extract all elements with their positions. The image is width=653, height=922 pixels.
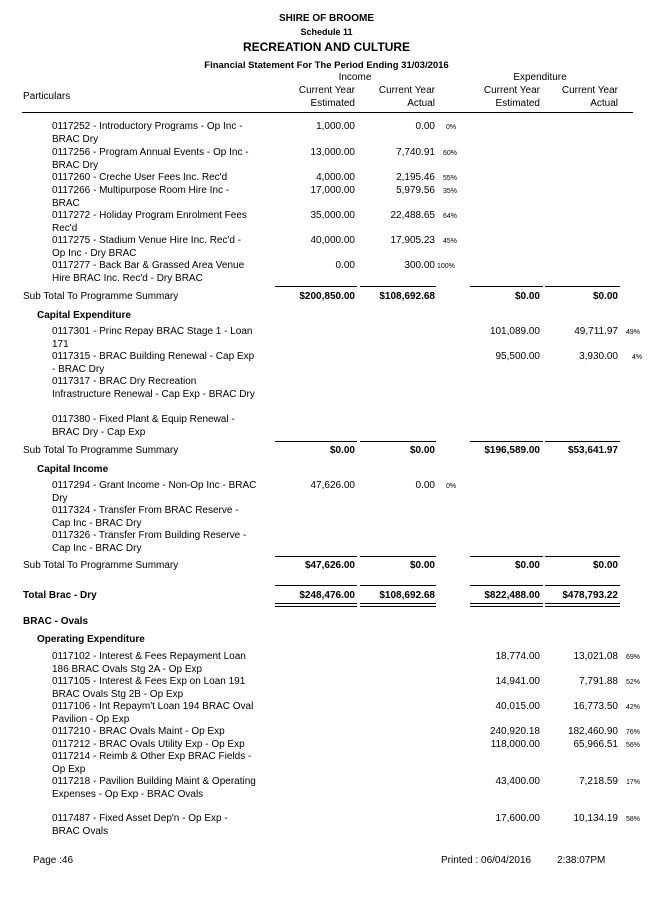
inc-est-header-1: Current Year: [298, 85, 355, 96]
subtotal-inc-est: $200,850.00: [299, 291, 355, 302]
exp-act: 3,930.00: [579, 351, 618, 362]
list-item: 0117272 - Holiday Program Enrolment Fees Rec'd: [52, 210, 247, 234]
page-subtitle: Financial Statement For The Period Ending 31/03/2016: [204, 60, 449, 71]
inc-act: 0.00: [415, 121, 435, 132]
inc-act: 2,195.46: [396, 172, 435, 183]
rule: [545, 286, 620, 287]
subtotal-inc-act: $0.00: [409, 445, 435, 456]
rule: [360, 286, 436, 287]
schedule-label: Schedule 11: [300, 27, 353, 37]
inc-pct: 60%: [443, 150, 458, 157]
list-item: 0117317 - BRAC Dry Recreation Infrastructure Renewal - Cap Exp - BRAC Dry: [52, 376, 255, 400]
rule: [545, 556, 620, 557]
list-item: 0117105 - Interest & Fees Exp on Loan 191 BRAC Ovals Stg 2B - Op Exp: [52, 676, 246, 700]
exp-act: 182,460.90: [567, 726, 618, 737]
total-inc-est: $248,476.00: [299, 590, 355, 601]
subtotal-inc-act: $108,692.68: [379, 291, 435, 302]
subtotal-exp-est: $196,589.00: [484, 445, 540, 456]
rule: [470, 585, 543, 586]
total-exp-act: $478,793.22: [562, 590, 618, 601]
inc-pct: 0%: [446, 483, 457, 490]
page-title: RECREATION AND CULTURE: [242, 40, 411, 54]
subtotal-label: Sub Total To Programme Summary: [23, 291, 179, 302]
exp-pct: 17%: [626, 779, 641, 786]
inc-pct: 55%: [443, 175, 458, 182]
list-item: 0117214 - Reimb & Other Exp BRAC Fields - Op Exp: [52, 751, 252, 775]
exp-est: 17,600.00: [495, 813, 540, 824]
inc-est: 17,000.00: [310, 185, 355, 196]
inc-pct: 64%: [443, 213, 458, 220]
list-item: 0117218 - Pavilion Building Maint & Operating Expenses - Op Exp - BRAC Ovals: [52, 776, 256, 800]
page-number: Page :46: [33, 855, 74, 866]
inc-pct: 35%: [443, 188, 458, 195]
total-exp-est: $822,488.00: [484, 590, 540, 601]
exp-pct: 52%: [626, 679, 641, 686]
exp-est: 43,400.00: [495, 776, 540, 787]
rule: [275, 441, 357, 442]
inc-est: 47,626.00: [310, 480, 355, 491]
exp-est-header-1: Current Year: [483, 85, 540, 96]
list-item: 0117266 - Multipurpose Room Hire Inc - BRAC: [52, 185, 230, 209]
total-inc-act: $108,692.68: [379, 590, 435, 601]
rule: [470, 441, 543, 442]
subtotal-exp-est: $0.00: [514, 291, 540, 302]
inc-act: 5,979.56: [396, 185, 435, 196]
rule: [470, 556, 543, 557]
list-item: 0117256 - Program Annual Events - Op Inc - BRAC Dry: [52, 147, 249, 171]
exp-pct: 56%: [626, 742, 641, 749]
rule: [360, 585, 436, 586]
list-item: 0117210 - BRAC Ovals Maint - Op Exp: [52, 726, 225, 737]
list-item: 0117275 - Stadium Venue Hire Inc. Rec'd - Op Inc - Dry BRAC: [52, 235, 242, 259]
exp-est: 18,774.00: [495, 651, 540, 662]
header-rule: [22, 112, 633, 113]
rule: [360, 556, 436, 557]
exp-est: 240,920.18: [489, 726, 540, 737]
subtotal-label: Sub Total To Programme Summary: [23, 445, 179, 456]
inc-pct: 100%: [437, 263, 455, 270]
subtotal-inc-est: $47,626.00: [304, 560, 355, 571]
inc-act-header-2: Actual: [407, 98, 435, 109]
exp-act: 7,218.59: [579, 776, 618, 787]
rule: [275, 556, 357, 557]
exp-pct: 76%: [626, 729, 641, 736]
list-item: 0117487 - Fixed Asset Dep'n - Op Exp - BRAC Ovals: [52, 813, 228, 837]
exp-pct: 4%: [632, 354, 643, 361]
inc-est: 40,000.00: [310, 235, 355, 246]
list-item: 0117324 - Transfer From BRAC Reserve - Cap Inc - BRAC Dry: [52, 505, 239, 529]
exp-act: 13,021.08: [573, 651, 618, 662]
exp-act: 16,773.50: [573, 701, 618, 712]
exp-act: 65,966.51: [573, 739, 618, 750]
subtotal-exp-est: $0.00: [514, 560, 540, 571]
list-item: 0117106 - Int Repaym't Loan 194 BRAC Oval Pavilion - Op Exp: [52, 701, 254, 725]
exp-est: 95,500.00: [495, 351, 540, 362]
printed-time: 2:38:07PM: [557, 855, 606, 866]
list-item: 0117277 - Back Bar & Grassed Area Venue Hire BRAC Inc. Rec'd - Dry BRAC: [52, 260, 245, 284]
inc-est: 4,000.00: [316, 172, 355, 183]
exp-act-header-2: Actual: [590, 98, 618, 109]
inc-est: 1,000.00: [316, 121, 355, 132]
rule: [470, 286, 543, 287]
list-item: 0117294 - Grant Income - Non-Op Inc - BRAC Dry: [52, 480, 257, 504]
particulars-header: Particulars: [23, 91, 71, 102]
list-item: 0117260 - Creche User Fees Inc. Rec'd: [52, 172, 228, 183]
inc-act: 0.00: [415, 480, 435, 491]
exp-est-header-2: Estimated: [495, 98, 540, 109]
list-item: 0117380 - Fixed Plant & Equip Renewal - BRAC Dry - Cap Exp: [52, 414, 235, 438]
printed-date: Printed : 06/04/2016: [441, 855, 532, 866]
exp-act-header-1: Current Year: [561, 85, 618, 96]
exp-pct: 58%: [626, 816, 641, 823]
subtotal-exp-act: $0.00: [592, 291, 618, 302]
total-label: Total Brac - Dry: [23, 590, 97, 601]
income-header: Income: [338, 72, 372, 83]
inc-act: 17,905.23: [390, 235, 435, 246]
double-rule: [360, 603, 436, 607]
inc-est: 13,000.00: [310, 147, 355, 158]
inc-est-header-2: Estimated: [310, 98, 355, 109]
list-item: 0117252 - Introductory Programs - Op Inc - BRAC Dry: [52, 121, 243, 145]
rule: [275, 286, 357, 287]
org-name: SHIRE OF BROOME: [278, 13, 374, 24]
exp-est: 40,015.00: [495, 701, 540, 712]
rule: [275, 585, 357, 586]
section-heading: Capital Income: [37, 464, 109, 475]
subtotal-inc-act: $0.00: [409, 560, 435, 571]
list-item: 0117301 - Princ Repay BRAC Stage 1 - Loan 171: [52, 326, 253, 350]
inc-pct: 45%: [443, 238, 458, 245]
expenditure-header: Expenditure: [513, 72, 567, 83]
subtotal-inc-est: $0.00: [329, 445, 355, 456]
exp-pct: 49%: [626, 329, 641, 336]
section-heading: Capital Expenditure: [37, 310, 131, 321]
exp-est: 118,000.00: [490, 739, 540, 750]
exp-pct: 69%: [626, 654, 641, 661]
subtotal-label: Sub Total To Programme Summary: [23, 560, 179, 571]
inc-pct: 0%: [446, 124, 457, 131]
exp-act: 7,791.88: [579, 676, 618, 687]
inc-est: 35,000.00: [310, 210, 355, 221]
group-heading: BRAC - Ovals: [23, 616, 89, 627]
double-rule: [470, 603, 543, 607]
inc-act: 7,740.91: [396, 147, 435, 158]
section-heading: Operating Expenditure: [37, 634, 145, 645]
exp-act: 10,134.19: [573, 813, 618, 824]
exp-act: 49,711.97: [574, 326, 618, 337]
subtotal-exp-act: $53,641.97: [567, 445, 618, 456]
inc-act: 300.00: [404, 260, 435, 271]
list-item: 0117212 - BRAC Ovals Utility Exp - Op Exp: [52, 739, 245, 750]
exp-est: 101,089.00: [489, 326, 540, 337]
rule: [545, 441, 620, 442]
subtotal-exp-act: $0.00: [592, 560, 618, 571]
exp-pct: 42%: [626, 704, 641, 711]
exp-est: 14,941.00: [495, 676, 540, 687]
inc-act-header-1: Current Year: [378, 85, 435, 96]
double-rule: [545, 603, 620, 607]
rule: [360, 441, 436, 442]
rule: [545, 585, 620, 586]
list-item: 0117326 - Transfer From Building Reserve - Cap Inc - BRAC Dry: [52, 530, 247, 554]
list-item: 0117315 - BRAC Building Renewal - Cap Exp - BRAC Dry: [52, 351, 255, 375]
inc-est: 0.00: [335, 260, 355, 271]
inc-act: 22,488.65: [390, 210, 435, 221]
double-rule: [275, 603, 357, 607]
list-item: 0117102 - Interest & Fees Repayment Loan 186 BRAC Ovals Stg 2A - Op Exp: [52, 651, 246, 675]
